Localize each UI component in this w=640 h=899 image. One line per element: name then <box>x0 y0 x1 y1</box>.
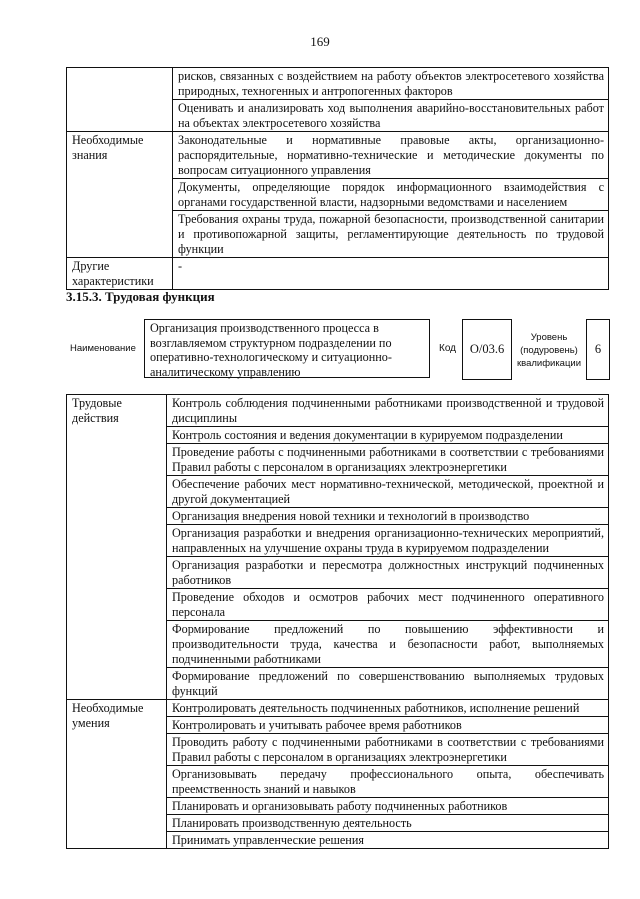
row-content: Организация разработки и внедрения организационно-технических мероприятий, направленных на улучшение охраны труда в курируемом подразделении <box>167 525 609 557</box>
row-content: Планировать производственную деятельность <box>167 815 609 832</box>
row-content: Проведение обходов и осмотров рабочих мест подчиненного оперативного персонала <box>167 589 609 621</box>
row-content: Оценивать и анализировать ход выполнения аварийно-восстановительных работ на объектах электросетевого хозяйства <box>173 100 609 132</box>
row-content: Контроль соблюдения подчиненными работниками производственной и трудовой дисциплины <box>167 395 609 427</box>
row-content: Организация внедрения новой техники и технологий в производство <box>167 508 609 525</box>
knowledge-table <box>66 67 609 290</box>
row-label: Трудовые действия <box>67 395 167 700</box>
qualification-level-label: Уровень (подуровень) квалификации <box>516 332 582 369</box>
qualification-level-box: 6 <box>586 319 610 380</box>
row-content: Контролировать деятельность подчиненных работников, исполнение решений <box>167 700 609 717</box>
row-content: Проводить работу с подчиненными работниками в соответствии с требованиями Правил работы с персоналом в организациях электроэнергетики <box>167 734 609 766</box>
table-row <box>67 258 609 290</box>
name-label: Наименование <box>70 343 136 354</box>
row-content: Организация разработки и пересмотра должностных инструкций подчиненных работников <box>167 557 609 589</box>
code-label: Код <box>439 343 457 354</box>
section-heading: 3.15.3. Трудовая функция <box>66 289 215 304</box>
row-label: Необходимые знания <box>67 132 173 258</box>
table-row <box>67 132 609 179</box>
function-code-box: О/03.6 <box>462 319 512 380</box>
labor-actions-table <box>66 394 609 849</box>
row-content: - <box>173 258 609 290</box>
row-content: Принимать управленческие решения <box>167 832 609 849</box>
row-content: Обеспечение рабочих мест нормативно-технической, методической, проектной и другой документацией <box>167 476 609 508</box>
row-label: Другие характеристики <box>67 258 173 290</box>
row-content: Документы, определяющие порядок информационного взаимодействия с органами государственной власти, надзорными ведомствами и населением <box>173 179 609 211</box>
function-name-box: Организация производственного процесса в возглавляемом структурном подразделении по оперативно-технологическому и ситуационно-аналитическому управлению <box>144 319 430 378</box>
row-content: Планировать и организовывать работу подчиненных работников <box>167 798 609 815</box>
table-row <box>67 700 609 717</box>
row-content: Контролировать и учитывать рабочее время работников <box>167 717 609 734</box>
table-row <box>67 68 609 100</box>
row-content: рисков, связанных с воздействием на работу объектов электросетевого хозяйства природных, техногенных и антропогенных факторов <box>173 68 609 100</box>
row-content: Формирование предложений по повышению эффективности и производительности труда, качества и безопасности работ, выполняемых подчиненными работниками <box>167 621 609 668</box>
page-number: 169 <box>310 34 330 49</box>
row-content: Формирование предложений по совершенствованию выполняемых трудовых функций <box>167 668 609 700</box>
row-content: Организовывать передачу профессионального опыта, обеспечивать преемственность знаний и навыков <box>167 766 609 798</box>
row-content: Контроль состояния и ведения документации в курируемом подразделении <box>167 427 609 444</box>
row-label <box>67 68 173 132</box>
row-content: Проведение работы с подчиненными работниками в соответствии с требованиями Правил работы с персоналом в организациях электроэнергетики <box>167 444 609 476</box>
row-content: Законодательные и нормативные правовые акты, организационно-распорядительные, нормативно-технические и методические документы по вопросам ситуационного управления <box>173 132 609 179</box>
table-row <box>67 395 609 427</box>
row-content: Требования охраны труда, пожарной безопасности, производственной санитарии и противопожарной защиты, регламентирующие деятельность по трудовой функции <box>173 211 609 258</box>
row-label: Необходимые умения <box>67 700 167 849</box>
